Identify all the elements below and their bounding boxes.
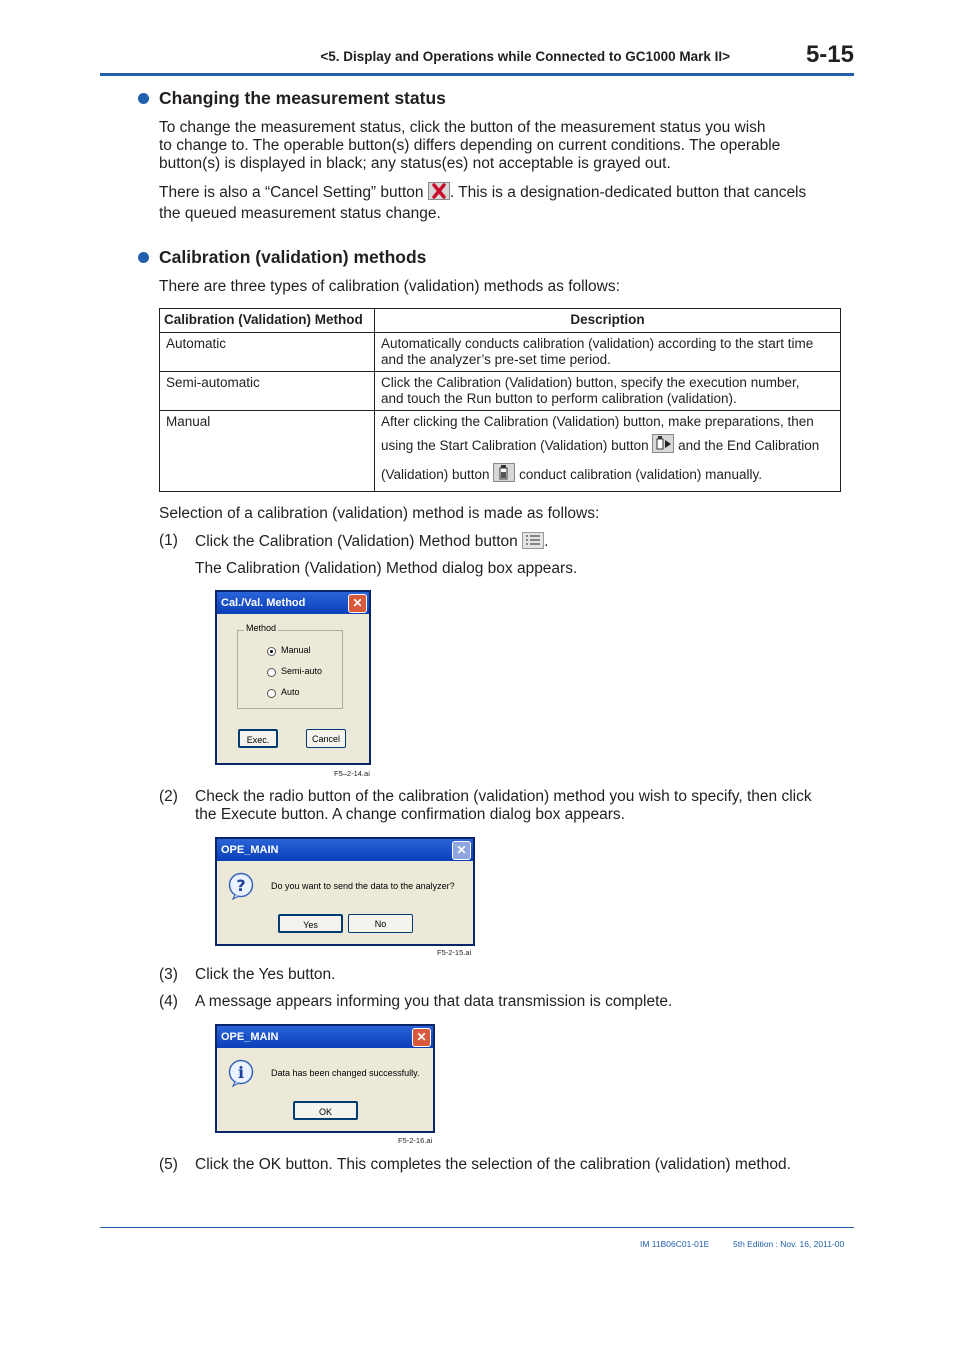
section-heading: Changing the measurement status xyxy=(159,88,446,108)
chapter-header: <5. Display and Operations while Connected to GC1000 Mark II> xyxy=(320,49,730,64)
radio-label: Auto xyxy=(281,687,300,697)
text-line: Automatically conducts calibration (validation) according to the start time xyxy=(381,336,814,351)
figure-caption: F5-2-16.ai xyxy=(398,1136,433,1145)
radio-semi-auto[interactable] xyxy=(267,666,337,678)
text-line: After clicking the Calibration (Validation) button, make preparations, then xyxy=(381,414,814,429)
method-dialog xyxy=(215,590,371,765)
paragraph xyxy=(159,182,849,223)
dialog-title: OPE_MAIN xyxy=(221,1031,279,1043)
dialog-title-bar xyxy=(217,592,369,614)
text-line xyxy=(381,433,834,462)
text-line: and the analyzer’s pre-set time period. xyxy=(381,352,611,367)
step-text: Click the OK button. This completes the selection of the calibration (validation) method. xyxy=(195,1156,791,1173)
text-line: the queued measurement status change. xyxy=(159,205,441,222)
table-header: Calibration (Validation) Method xyxy=(160,309,375,333)
text-line: Check the radio button of the calibration (validation) method you wish to specify, then click xyxy=(195,788,812,805)
footer-rule xyxy=(100,1227,854,1228)
close-icon[interactable]: ✕ xyxy=(348,594,367,613)
table-header-row xyxy=(160,309,841,333)
dialog-title-bar xyxy=(217,839,473,861)
figure-caption: F5-2-15.ai xyxy=(437,948,472,957)
radio-button-checked[interactable] xyxy=(267,647,276,656)
text-run: Click the Calibration (Validation) Method button xyxy=(195,533,523,550)
radio-label: Manual xyxy=(281,645,311,655)
ok-button[interactable]: OK xyxy=(293,1101,358,1120)
info-icon xyxy=(227,1059,255,1092)
table-cell: Manual xyxy=(160,411,375,492)
text-run: . This is a designation-dedicated button that cancels xyxy=(449,184,807,201)
dialog-title: OPE_MAIN xyxy=(221,844,279,856)
step-subtext: The Calibration (Validation) Method dialog box appears. xyxy=(195,560,578,577)
text-line xyxy=(159,182,849,205)
text-line: button(s) is displayed in black; any status(es) not acceptable is grayed out. xyxy=(159,155,671,172)
step-text: Click the Yes button. xyxy=(195,966,336,983)
svg-text:?: ? xyxy=(236,876,246,895)
paragraph: Selection of a calibration (validation) method is made as follows: xyxy=(159,505,600,522)
step-number: (3) xyxy=(159,966,178,983)
dialog-message: Data has been changed successfully. xyxy=(271,1068,420,1078)
text-line: the Execute button. A change confirmation dialog box appears. xyxy=(195,806,625,823)
section-bullet xyxy=(138,252,149,263)
table-row xyxy=(160,411,841,492)
text-line: and touch the Run button to perform calibration (validation). xyxy=(381,391,737,406)
dialog-message: Do you want to send the data to the analyzer? xyxy=(271,881,455,891)
text-run: conduct calibration (validation) manually. xyxy=(515,467,762,482)
no-button[interactable]: No xyxy=(348,914,413,933)
cancel-button[interactable]: Cancel xyxy=(306,729,346,748)
table-row xyxy=(160,333,841,372)
methods-table xyxy=(159,308,841,492)
text-run: (Validation) button xyxy=(381,467,494,482)
paragraph xyxy=(159,119,849,173)
close-icon: ✕ xyxy=(452,841,471,860)
step-number: (4) xyxy=(159,993,178,1010)
success-dialog xyxy=(215,1024,435,1133)
radio-button[interactable] xyxy=(267,689,276,698)
paragraph: There are three types of calibration (validation) methods as follows: xyxy=(159,278,620,295)
figure-caption: F5–2-14.ai xyxy=(334,769,370,778)
svg-text:i: i xyxy=(237,1063,245,1082)
dialog-title: Cal./Val. Method xyxy=(221,597,306,609)
section-heading: Calibration (validation) methods xyxy=(159,247,427,267)
text-line: To change the measurement status, click the button of the measurement status you wish xyxy=(159,119,766,136)
radio-manual[interactable] xyxy=(267,645,337,657)
step-number: (2) xyxy=(159,788,178,805)
text-run: and the End Calibration xyxy=(674,438,820,453)
doc-id: IM 11B06C01-01E xyxy=(640,1239,710,1249)
table-header: Description xyxy=(375,309,841,333)
text-line xyxy=(381,462,834,491)
text-run: using the Start Calibration (Validation) button xyxy=(381,438,653,453)
text-run: . xyxy=(544,533,549,550)
dialog-title-bar xyxy=(217,1026,433,1048)
section-bullet xyxy=(138,93,149,104)
step-number: (1) xyxy=(159,532,178,549)
question-icon xyxy=(227,872,255,905)
step-text: A message appears informing you that data transmission is complete. xyxy=(195,993,673,1010)
radio-label: Semi-auto xyxy=(281,666,323,676)
header-rule xyxy=(100,73,854,76)
table-row xyxy=(160,372,841,411)
group-label: Method xyxy=(246,623,277,633)
confirm-dialog xyxy=(215,837,475,946)
table-cell xyxy=(375,333,841,372)
table-cell xyxy=(375,411,841,492)
page-number: 5-15 xyxy=(805,41,854,68)
text-line: Click the Calibration (Validation) button, specify the execution number, xyxy=(381,375,800,390)
table-cell xyxy=(375,372,841,411)
yes-button[interactable]: Yes xyxy=(278,914,343,933)
exec-button[interactable]: Exec. xyxy=(238,729,278,748)
edition: 5th Edition : Nov. 16, 2011-00 xyxy=(733,1239,845,1249)
radio-button[interactable] xyxy=(267,668,276,677)
radio-auto[interactable] xyxy=(267,687,337,699)
end-calibration-icon xyxy=(493,463,515,491)
method-list-icon xyxy=(522,532,544,554)
text-run: There is also a “Cancel Setting” button xyxy=(159,184,428,201)
close-icon[interactable]: ✕ xyxy=(412,1028,431,1047)
table-cell: Automatic xyxy=(160,333,375,372)
cancel-setting-icon xyxy=(428,182,450,205)
step-text xyxy=(195,788,812,824)
step-text xyxy=(195,532,548,554)
text-line: to change to. The operable button(s) differs depending on current conditions. The operable xyxy=(159,137,781,154)
table-cell: Semi-automatic xyxy=(160,372,375,411)
start-calibration-icon xyxy=(652,434,674,462)
step-number: (5) xyxy=(159,1156,178,1173)
